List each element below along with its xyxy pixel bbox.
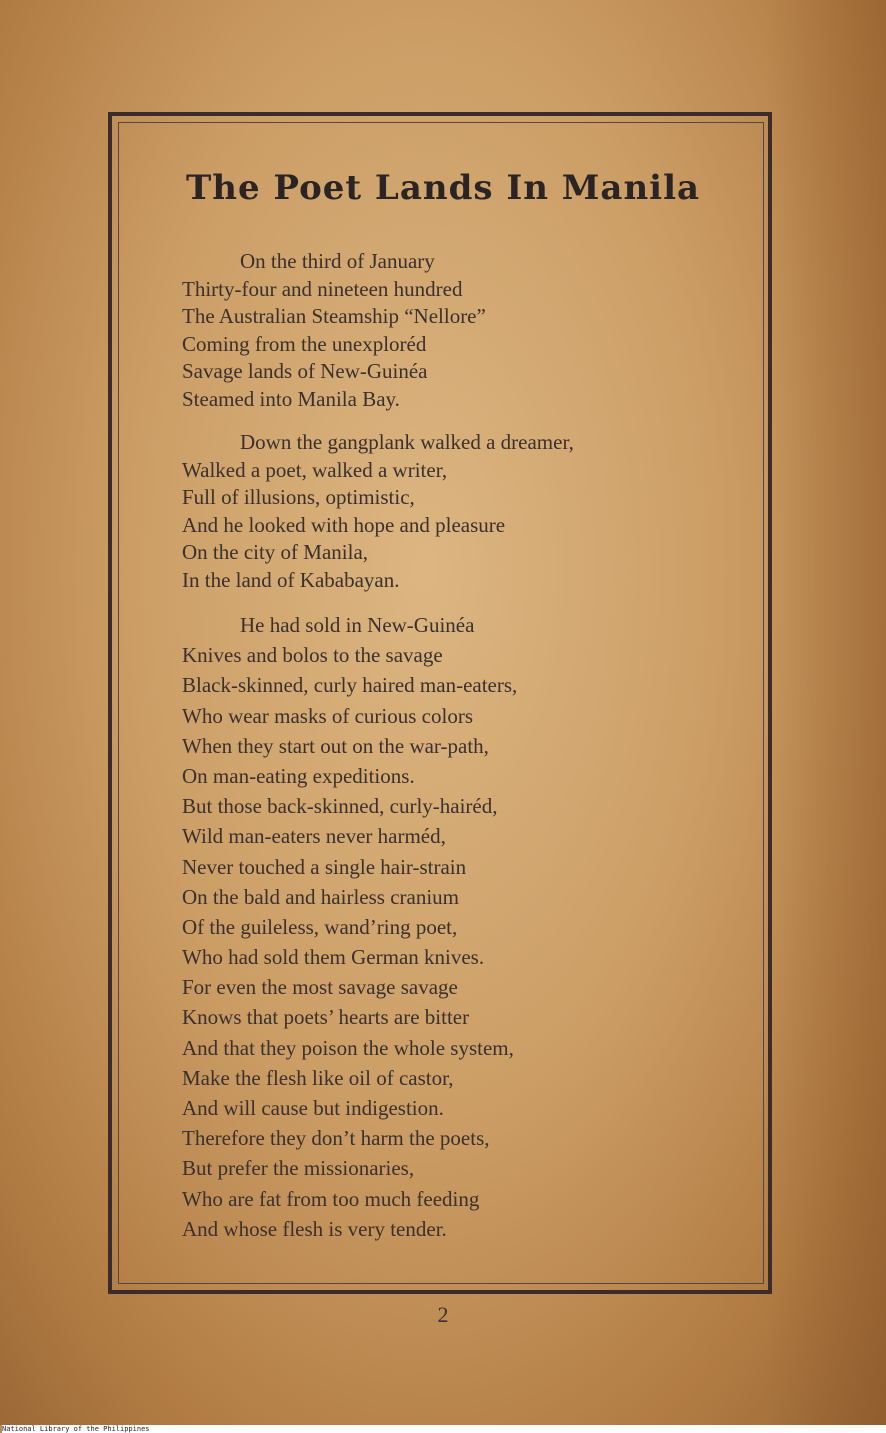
poem-line: Knives and bolos to the savage — [182, 643, 443, 668]
poem-line: Full of illusions, optimistic, — [182, 485, 415, 509]
poem-line: Steamed into Manila Bay. — [182, 386, 400, 411]
poem-line: On the bald and hairless cranium — [182, 884, 459, 909]
poem-title: The Poet Lands In Manila — [185, 168, 701, 208]
poem-line: On the third of January — [240, 249, 435, 273]
poem-line: When they start out on the war-path, — [182, 733, 489, 758]
poem-line: Savage lands of New-Guinéa — [182, 359, 428, 383]
page-number: 2 — [437, 1302, 449, 1327]
poem-line: For even the most savage savage — [182, 975, 458, 1000]
poem-line: The Australian Steamship “Nellore” — [182, 304, 486, 328]
poem-line: Of the guileless, wand’ring poet, — [182, 914, 458, 939]
poem-body — [182, 248, 742, 1260]
poem-line: But those back-skinned, curly-hairéd, — [182, 794, 498, 819]
poem-line: Thirty-four and nineteen hundred — [182, 276, 463, 301]
poem-line: He had sold in New-Guinéa — [240, 613, 475, 637]
poem-line: And will cause but indigestion. — [182, 1096, 444, 1120]
poem-line: Who wear masks of curious colors — [182, 703, 474, 728]
library-credit: National Library of the Philippines — [2, 1425, 886, 1433]
poem-line: And he looked with hope and pleasure — [182, 512, 506, 537]
poem-line: Who had sold them German knives. — [182, 945, 485, 970]
poem-line: But prefer the missionaries, — [182, 1156, 415, 1181]
poem-line: Black-skinned, curly haired man-eaters, — [182, 673, 518, 698]
poem-line: On the city of Manila, — [182, 540, 369, 564]
poem-line: On man-eating expeditions. — [182, 763, 415, 788]
poem-line: Coming from the unexploréd — [182, 331, 427, 356]
poem-line: Walked a poet, walked a writer, — [182, 457, 448, 482]
poem-line: And that they poison the whole system, — [182, 1035, 514, 1060]
poem-line: Wild man-eaters never harméd, — [182, 824, 446, 849]
stanza-3 — [182, 610, 742, 1244]
poem-line: Who are fat from too much feeding — [182, 1186, 480, 1211]
poem-line: Never touched a single hair-strain — [182, 854, 467, 879]
stanza-1 — [182, 248, 742, 413]
poem-line: Down the gangplank walked a dreamer, — [240, 430, 574, 454]
poem-line: Therefore they don’t harm the poets, — [182, 1126, 490, 1151]
poem-line: Make the flesh like oil of castor, — [182, 1065, 454, 1090]
poem-line: In the land of Kababayan. — [182, 567, 400, 592]
stanza-2 — [182, 429, 742, 594]
poem-line: Knows that poets’ hearts are bitter — [182, 1005, 470, 1030]
poem-line: And whose flesh is very tender. — [182, 1216, 447, 1241]
